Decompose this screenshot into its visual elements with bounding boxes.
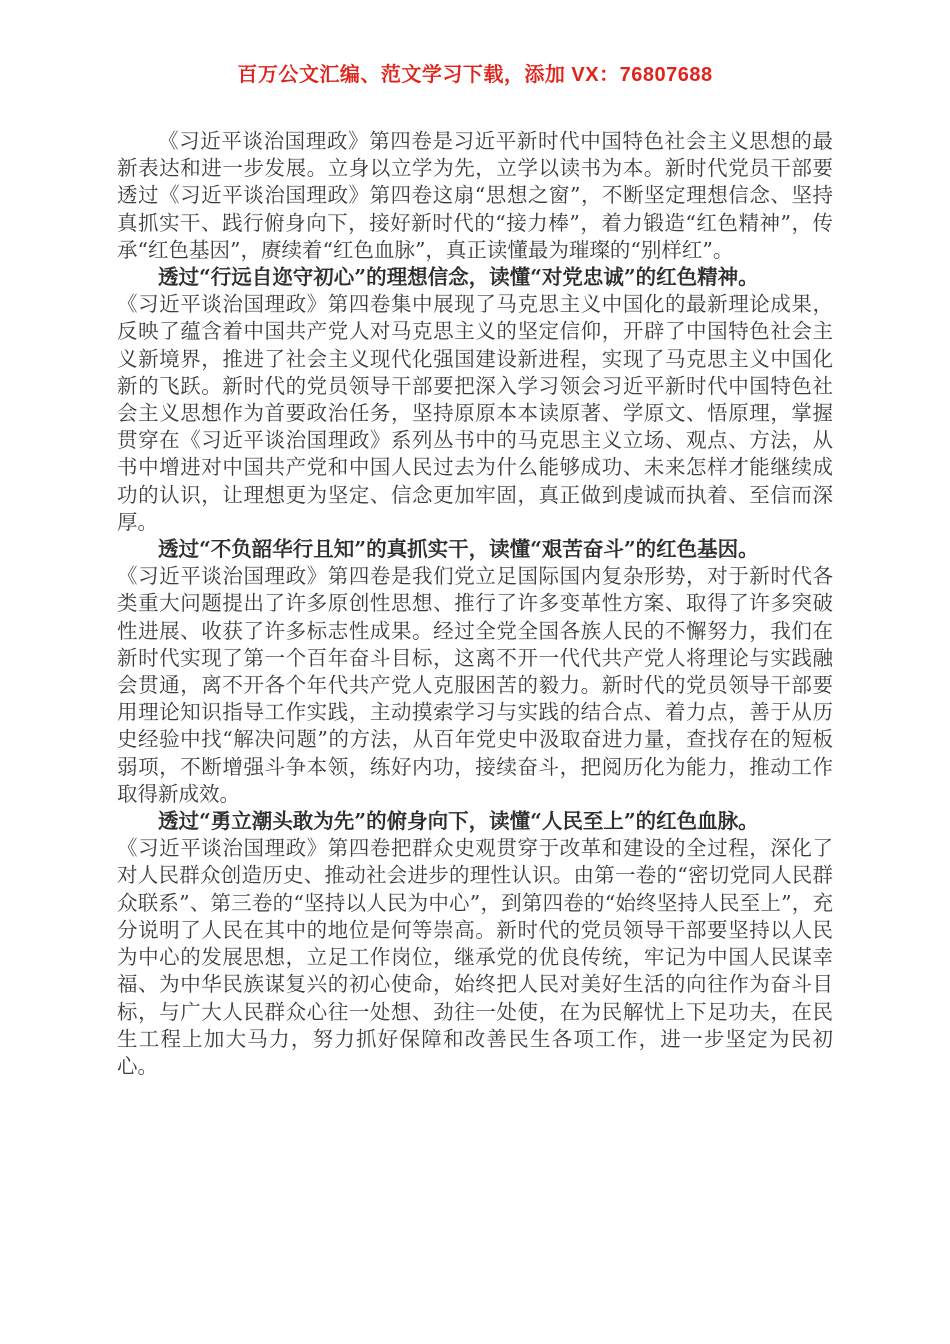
section-paragraph-1: 《习近平谈治国理政》第四卷集中展现了马克思主义中国化的最新理论成果，反映了蕴含着中国共产党人对马克思主义的坚定信仰，开辟了中国特色社会主义新境界，推进了社会主义现代化强国建设新进程，实现了马克思主义中国化新的飞跃。新时代的党员领导干部要把深入学习领会习近平新时代中国特色社会主义思想作为首要政治任务，坚持原原本本读原著、学原文、悟原理，掌握贯穿在《习近平谈治国理政》系列丛书中的马克思主义立场、观点、方法，从书中增进对中国共产党和中国人民过去为什么能够成功、未来怎样才能继续成功的认识，让理想更为坚定、信念更加牢固，真正做到虔诚而执着、至信而深厚。 <box>117 292 833 534</box>
document-body <box>117 128 833 1080</box>
section-paragraph-3: 《习近平谈治国理政》第四卷把群众史观贯穿于改革和建设的全过程，深化了对人民群众创造历史、推动社会进步的理性认识。由第一卷的“密切党同人民群众联系”、第三卷的“坚持以人民为中心”，到第四卷的“始终坚持人民至上”，充分说明了人民在其中的地位是何等崇高。新时代的党员领导干部要坚持以人民为中心的发展思想，立足工作岗位，继承党的优良传统，牢记为中国人民谋幸福、为中华民族谋复兴的初心使命，始终把人民对美好生活的向往作为奋斗目标，与广大人民群众心往一处想、劲往一处使，在为民解忧上下足功夫，在民生工程上加大马力，努力抓好保障和改善民生各项工作，进一步坚定为民初心。 <box>117 836 833 1078</box>
section-heading-1: 透过“行远自迩守初心”的理想信念，读懂“对党忠诚”的红色精神。 <box>158 265 759 290</box>
section-heading-3: 透过“勇立潮头敢为先”的俯身向下，读懂“人民至上”的红色血脉。 <box>158 809 759 834</box>
section-paragraph-2: 《习近平谈治国理政》第四卷是我们党立足国际国内复杂形势，对于新时代各类重大问题提出了许多原创性思想、推行了许多变革性方案、取得了许多突破性进展、收获了许多标志性成果。经过全党全国各族人民的不懈努力，我们在新时代实现了第一个百年奋斗目标，这离不开一代代共产党人将理论与实践融会贯通，离不开各个年代共产党人克服困苦的毅力。新时代的党员领导干部要用理论知识指导工作实践，主动摸索学习与实践的结合点、着力点，善于从历史经验中找“解决问题”的方法，从百年党史中汲取奋进力量，查找存在的短板弱项，不断增强斗争本领，练好内功，接续奋斗，把阅历化为能力，推动工作取得新成效。 <box>117 564 833 806</box>
section-heading-2: 透过“不负韶华行且知”的真抓实干，读懂“艰苦奋斗”的红色基因。 <box>158 537 759 562</box>
intro-paragraph: 《习近平谈治国理政》第四卷是习近平新时代中国特色社会主义思想的最新表达和进一步发展。立身以立学为先，立学以读书为本。新时代党员干部要透过《习近平谈治国理政》第四卷这扇“思想之窗”，不断坚定理想信念、坚持真抓实干、践行俯身向下，接好新时代的“接力棒”，着力锻造“红色精神”，传承“红色基因”，赓续着“红色血脉”，真正读懂最为璀璨的“别样红”。 <box>117 129 833 262</box>
promo-banner: 百万公文汇编、范文学习下载，添加 VX：76807688 <box>237 64 713 86</box>
